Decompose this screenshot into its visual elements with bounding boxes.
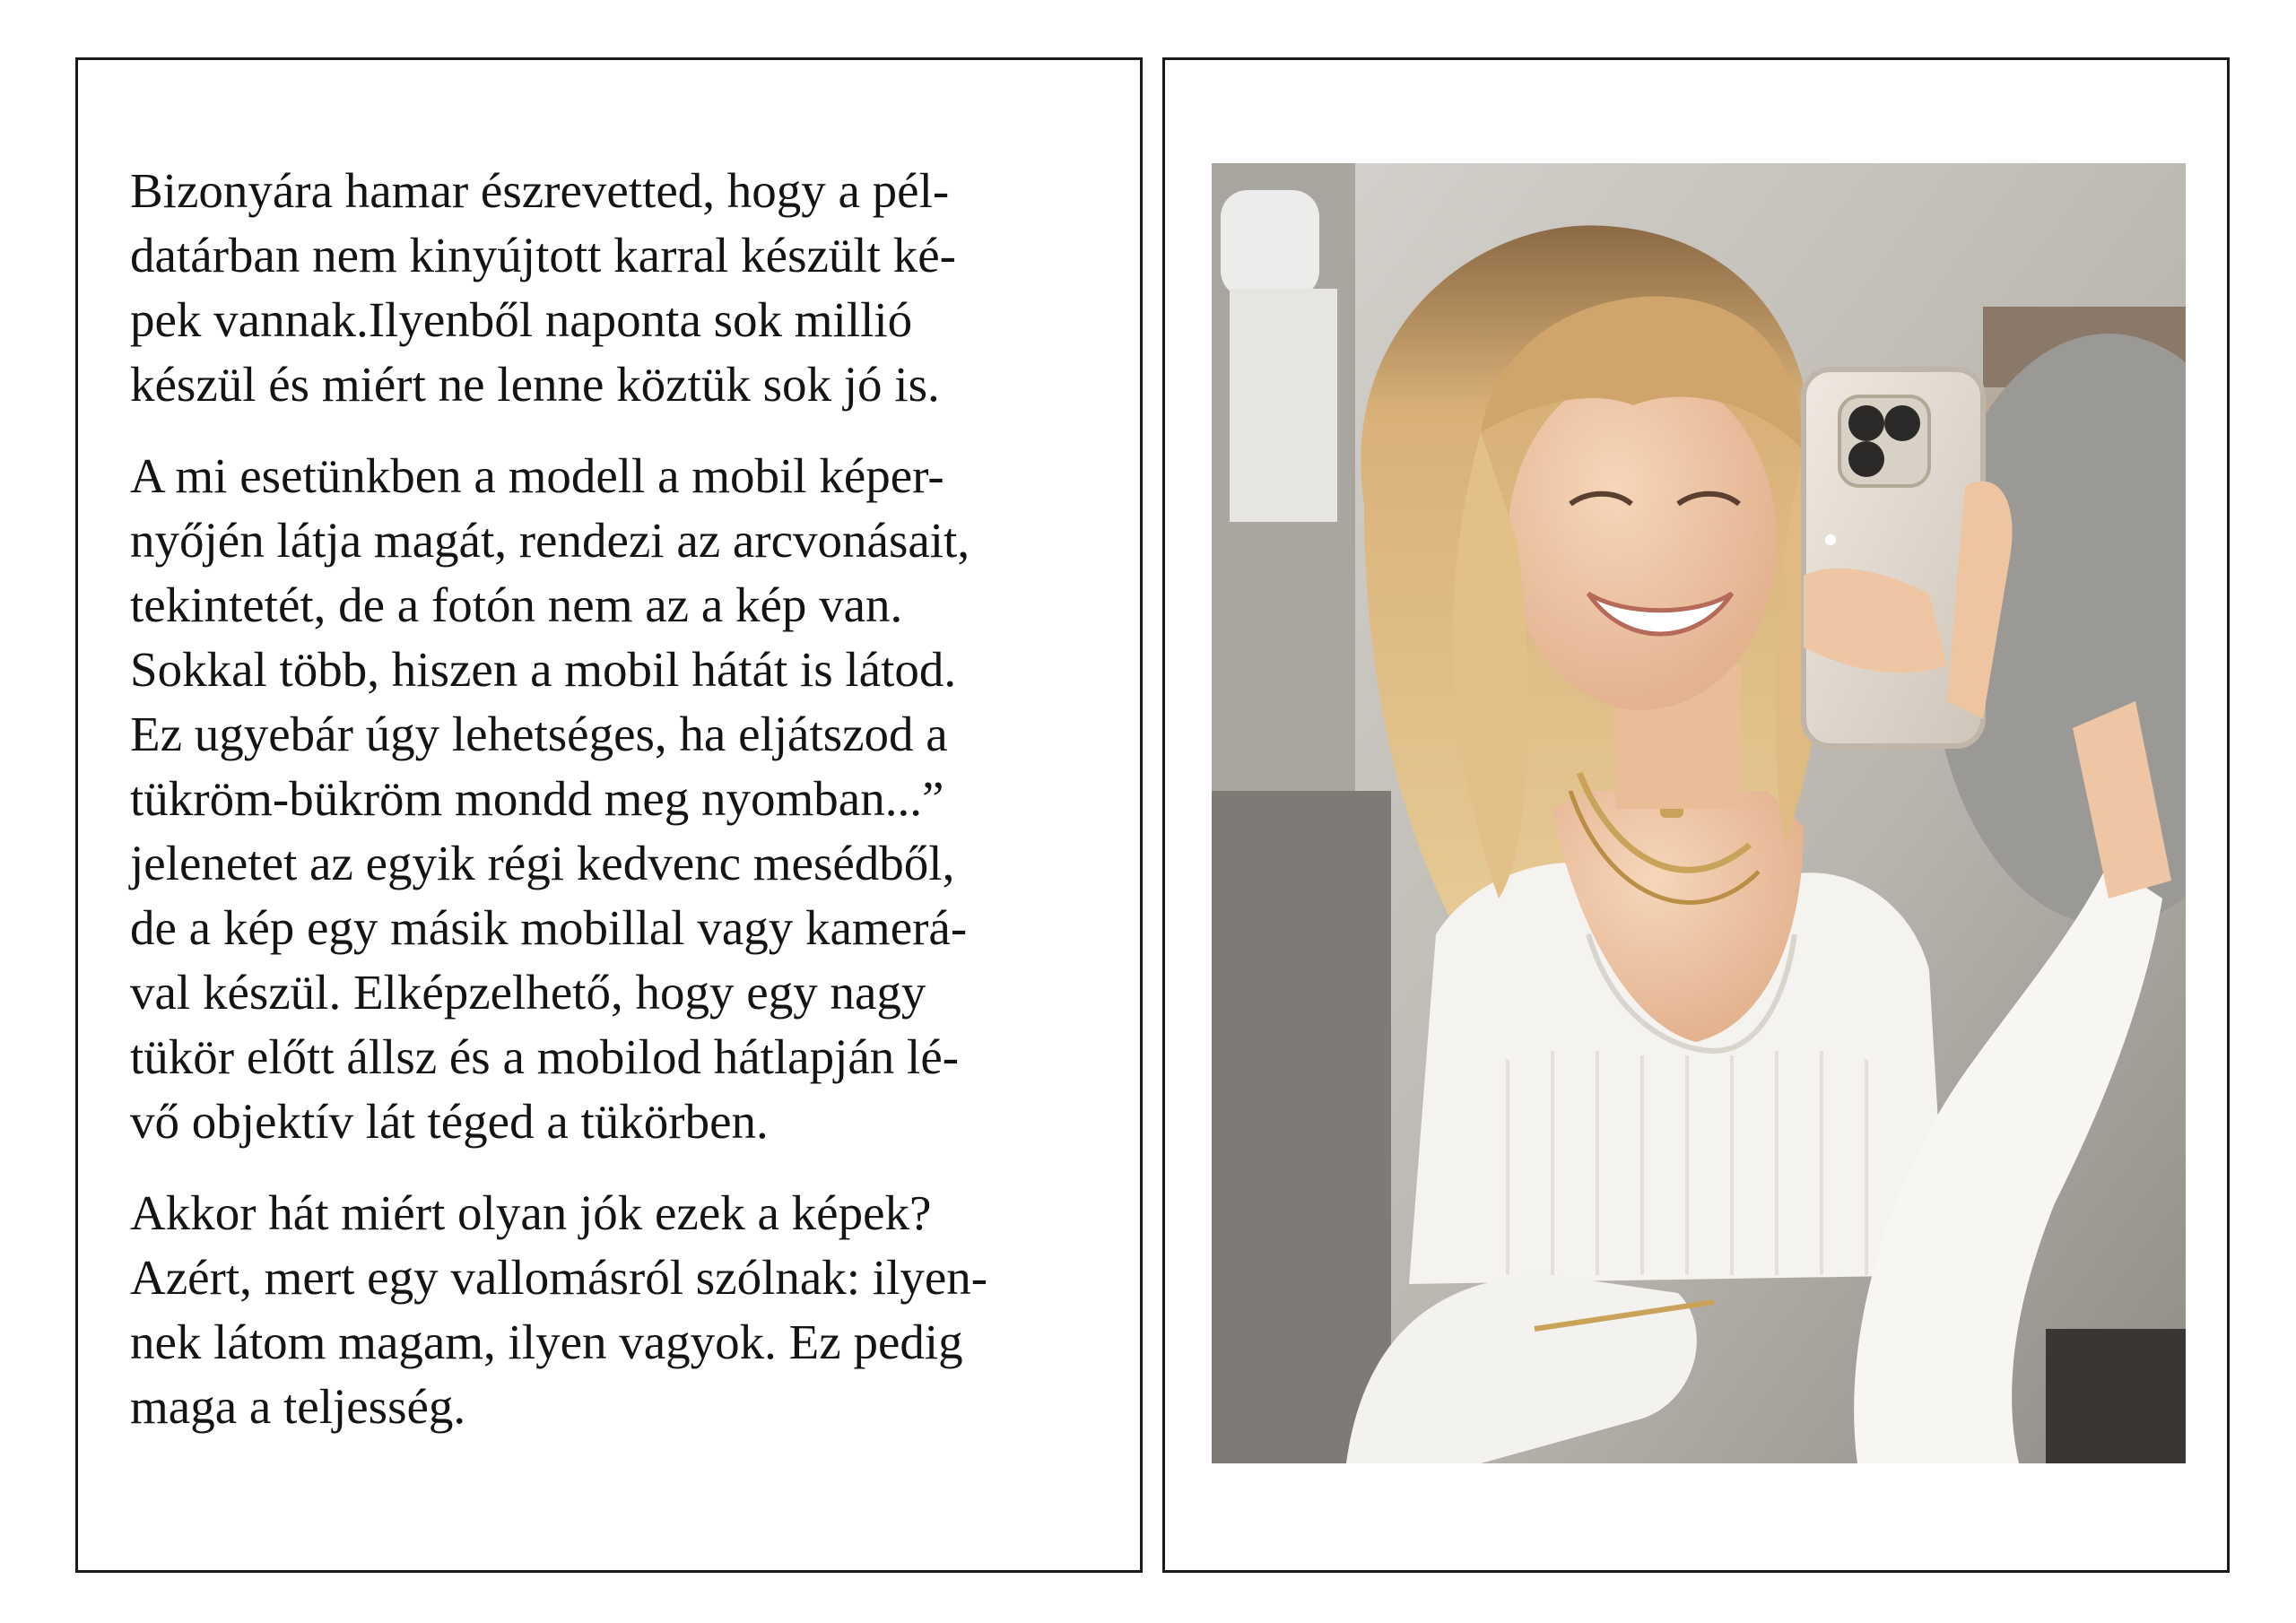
paragraph-1: Bizonyára hamar észrevetted, hogy a pél- datárban nem kinyújtott karral készült ké- pek vannak.Ilyenből naponta sok millió készül és miért ne lenne köztük sok jó is. [130,163,956,412]
face [1508,369,1777,710]
paragraph-2: A mi esetünkben a modell a mobil képer- nyőjén látja magát, rendezi az arcvonásait, tekintetét, de a fotón nem az a kép van. Sokkal több, hiszen a mobil hátát is látod. Ez ugyebár úgy lehetséges, ha eljátszod a tükröm-bükröm mondd meg nyomban...” jelenetet az egyik régi kedvenc mesédből, de a kép egy másik mobillal vagy kamerá- val készül. Elképzelhető, hogy egy nagy tükör előtt állsz és a mobilod hátlapján lé- vő objektív lát téged a tükörben. [130,448,970,1149]
paragraph-3: Akkor hát miért olyan jók ezek a képek? Azért, mert egy vallomásról szólnak: ilyen- nek látom magam, ilyen vagyok. Ez pedig maga a teljesség. [130,1185,988,1434]
photo-illustration [1212,163,2186,1463]
photo-panel [1162,57,2230,1573]
text-panel [75,57,1143,1573]
article-text [130,159,1099,1466]
mirror-selfie-photo [1212,163,2186,1463]
